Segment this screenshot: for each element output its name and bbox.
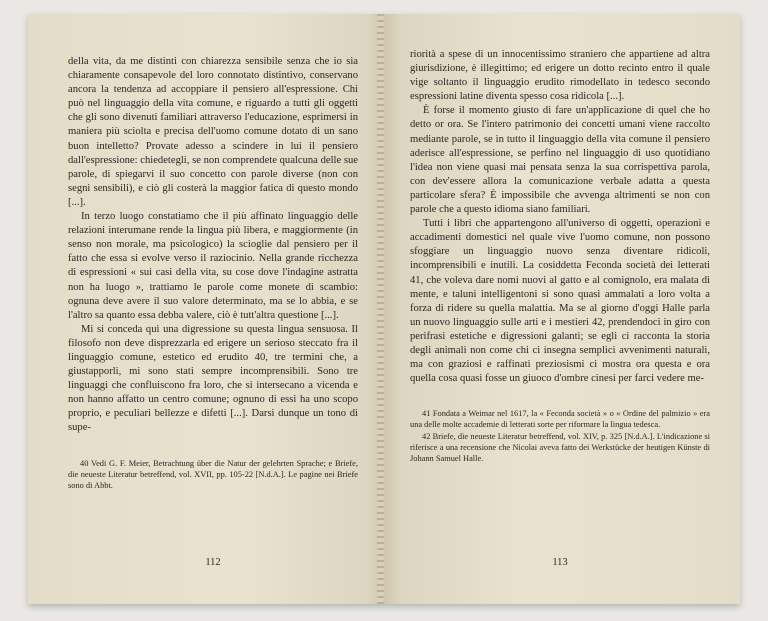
right-paragraph-2: È forse il momento giusto di fare un'applicazione di quel che ho detto or ora. Se l'intero patrimonio dei concetti umani viene raccolto mediante parole, se in tutto il linguaggio della vita comune il pensiero aderisce all'espressione, se perfino nel linguaggio di uso quotidiano l'idea non viene quasi mai pensata senza la sua corrispettiva parola, con dev'essere allora la comunicazione verbale adatta a questa particolare sfera? È impossibile che avvenga altrimenti se non con parole che a questo idioma siano familiari. bbox=[410, 105, 710, 216]
footnote-42: 42 Briefe, die neueste Literatur betreffend, vol. XIV, p. 325 [N.d.A.]. L'indicazione si riferisce a una recensione che Nicolai aveva fatto dei Werkstücke der heutigen Künste di Johann Samuel Halle. bbox=[410, 431, 710, 464]
left-paragraph-2: In terzo luogo constatiamo che il più affinato linguaggio delle relazioni interumane rende la lingua più libera, e maggiormente (in senso non morale, ma psicologico) la scioglie dal pensiero per il fatto che essa si evolve verso il raziocinio. Nella grande ricchezza di espressioni « sui casi della vita, su cose dove l'indagine astratta non ha luogo », trattiamo le parole come monete di scambio: ognuna deve avere il suo valore determinato, ma se lo abbia, e se l'altro sa quanto essa debba valere, ciò è tutt'altra questione [...]. bbox=[68, 211, 358, 321]
page-number-right: 113 bbox=[552, 557, 568, 568]
left-paragraph-1: della vita, da me distinti con chiarezza sensibile senza che io sia chiaramente consapevole del loro connotato distintivo, conservano ancora la tendenza ad accoppiare il pensiero all'espressione. Chi può nel linguaggio della vita comune, e riguardo a tutti gli oggetti che gli sono divenuti familiari attraverso l'educazione, esprimersi in maniera più sciolta e precisa dell'uomo comune dotato di un sano buon intelletto? Provate adesso a scindere in lui il pensiero dall'espressione: chiedetegli, se non comprendete qualcuna delle sue parole, di spiegarvi il suo concetto con parole diverse (non con segni sensibili), e ciò gli costerà la maggior fatica di questo mondo [...]. bbox=[68, 56, 358, 208]
right-page bbox=[384, 14, 740, 604]
right-footnotes bbox=[410, 408, 710, 464]
left-page bbox=[28, 14, 384, 604]
footnote-40: 40 Vedi G. F. Meier, Betrachtung über die Natur der gelehrten Sprache; e Briefe, die neueste Literatur betreffend, vol. XVII, pp. 105-22 [N.d.A.]. Le pagine nei Briefe sono di Abbt. bbox=[68, 458, 358, 490]
right-paragraph-1: riorità a spese di un innocentissimo straniero che appartiene ad altra giurisdizione, è illegittimo; ed erigere un dotto recinto entro il quale vige soltanto il linguaggio erudito rimodellato in tedesco secondo espressioni latine diventa spesso cosa ridicola [...]. bbox=[410, 49, 710, 103]
left-footnotes bbox=[68, 458, 358, 492]
footnote-41: 41 Fondata a Weimar nel 1617, la « Feconda società » o « Ordine del palmizio » era una delle molte accademie di letterati sorte per riformare la lingua tedesca. bbox=[410, 409, 710, 430]
page-number-left: 112 bbox=[205, 557, 221, 568]
open-book bbox=[28, 14, 740, 604]
right-paragraph-3: Tutti i libri che appartengono all'universo di oggetti, operazioni e accadimenti domestici nel quale vive l'uomo comune, non possono sfoggiare un linguaggio nuovo senza diventare ridicoli, incomprensibili e inutili. La cosiddetta Feconda società dei letterati 41, che voleva dare nomi nuovi al gatto e al comignolo, era malata di mente, e taluni intelligentoni si sono quasi ammalati a loro volta a forza di ridere su quella malattia. Ma se al giorno d'oggi Halle parla un nuovo linguaggio sulle arti e i mestieri 42, prendendoci in giro con perifrasi estetiche e digressioni galanti; se egli ci racconta la storia degli animali non come chi ci insegna semplici avvenimenti naturali, ma con graziosi e raffinati preziosismi ci mostra ora questa e ora quella cosa quasi fosse un giuoco d'ombre cinesi per farci vedere me- bbox=[410, 218, 710, 385]
left-paragraph-3: Mi si conceda qui una digressione su questa lingua sensuosa. Il filosofo non deve disprezzarla ed erigere un serioso steccato fra il linguaggio comune, estetico ed erudito 40, tre termini che, a giustapporli, mi sono stati sempre incomprensibili. Sono tre linguaggi che confluiscono fra loro, che si intersecano a vicenda e non hanno affatto un centro comune; ognuno di essi ha uno scopo proprio, e peculiari bellezze e difetti [...]. Darsi dunque un tono di supe- bbox=[68, 323, 358, 434]
